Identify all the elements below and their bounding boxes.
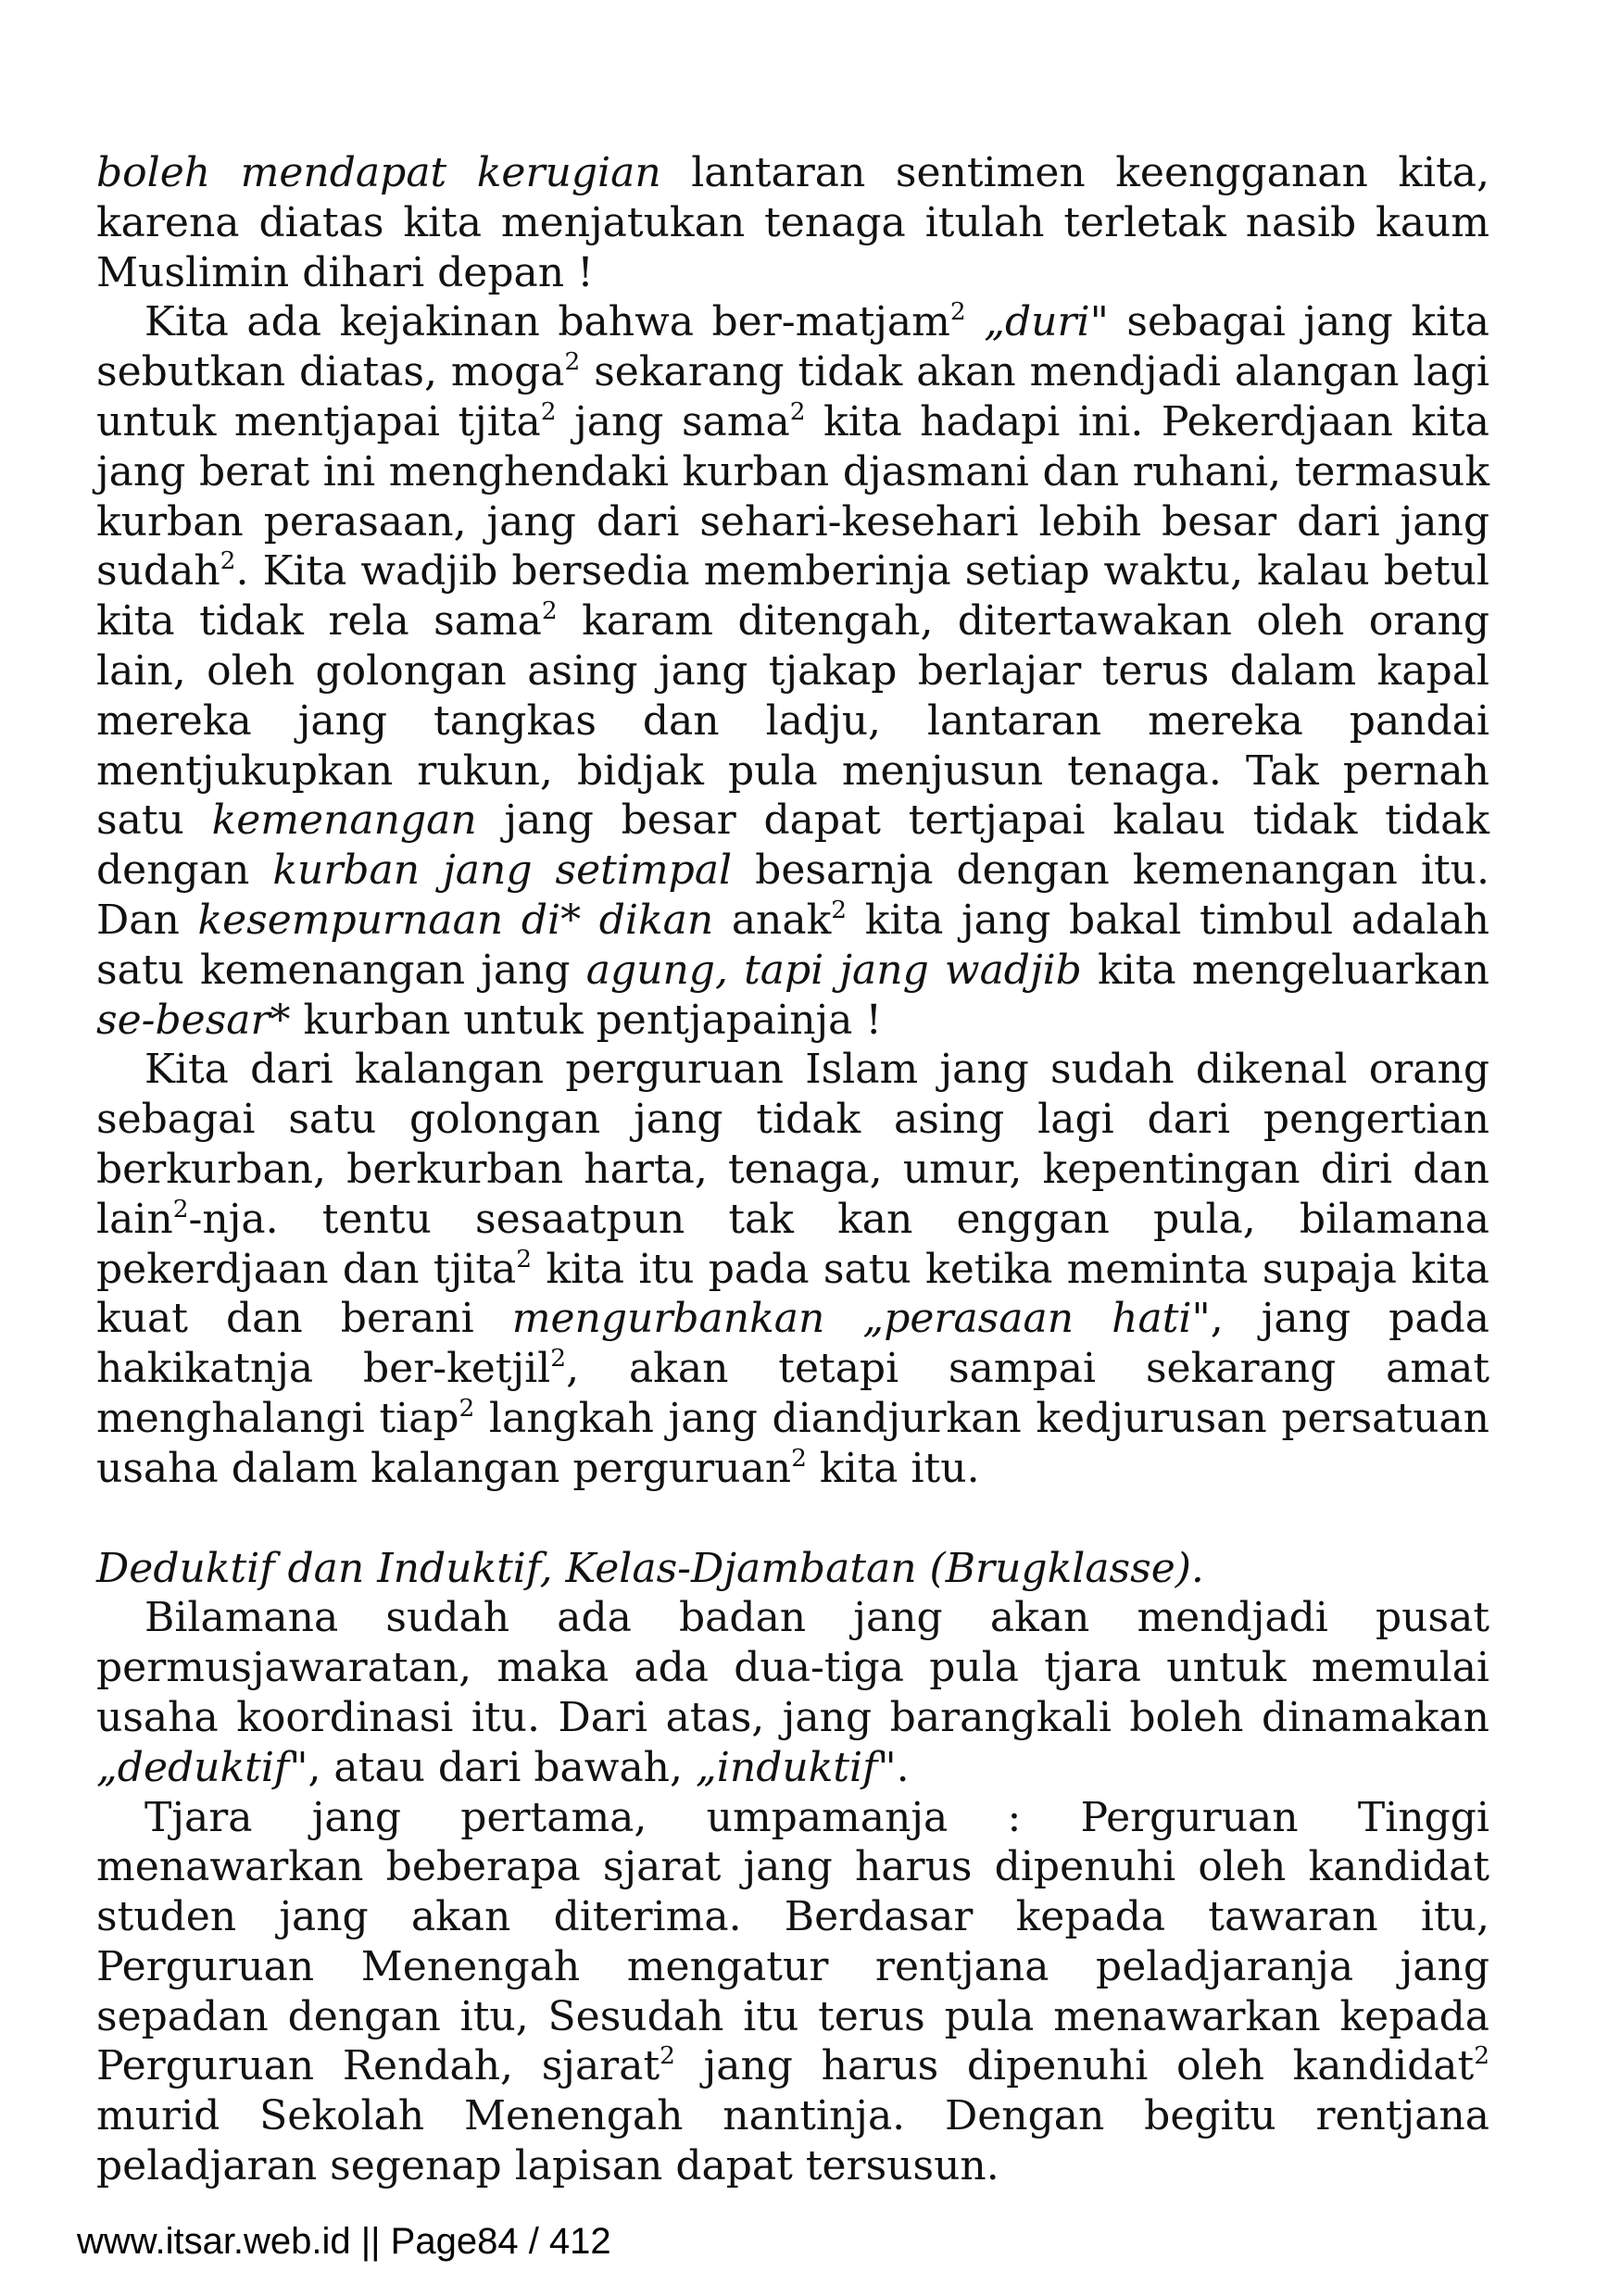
text-run: Bilamana sudah ada badan jang akan mendjadi pusat permusjawaratan, maka ada dua-tiga pula tjara untuk memulai usaha koordinasi itu. Dari atas, jang barangkali boleh dinamakan — [96, 1594, 1489, 1741]
text-run: . Kita wadjib bersedia memberinja setiap waktu, kalau betul kita tidak rela sama — [96, 547, 1489, 646]
superscript-two: 2 — [172, 1194, 189, 1223]
italic-phrase: „deduktif" — [96, 1743, 308, 1791]
superscript-two: 2 — [789, 396, 806, 426]
superscript-two: 2 — [540, 396, 557, 426]
text-run: jang besar dapat tertjapai kalau tidak tidak dengan — [96, 797, 1489, 895]
text-run: langkah jang diandjurkan kedjurusan persatuan usaha dalam kalangan perguruan — [96, 1394, 1489, 1492]
italic-phrase: se-besar* — [96, 996, 291, 1044]
superscript-two: 2 — [949, 297, 966, 327]
italic-phrase: kesempurnaan di* dikan — [197, 896, 714, 944]
italic-phrase: boleh mendapat kerugian — [96, 149, 661, 196]
text-run: sekarang tidak akan mendjadi alangan lagi untuk mentjapai tjita — [96, 348, 1490, 445]
paragraph-1 — [96, 148, 1489, 297]
text-run: kita jang bakal timbul adalah satu kemenangan jang — [96, 896, 1489, 994]
text-run: lantaran sentimen keengganan kita, karena diatas kita menjatukan tenaga itulah terletak nasib kaum Muslimin dihari depan ! — [96, 149, 1489, 296]
italic-phrase: agung, tapi jang wadjib — [585, 946, 1082, 994]
text-run: Tjara jang pertama, umpamanja : Perguruan Tinggi menawarkan beberapa sjarat jang harus dipenuhi oleh kandidat studen jang akan diterima. Berdasar kepada tawaran itu, Perguruan Menengah mengatur rentjana peladjaranja jang sepadan dengan itu, Sesudah itu terus pula menawarkan kepada Perguruan Rendah, sjarat — [96, 1793, 1489, 2090]
page-footer: www.itsar.web.id || Page84 / 412 — [77, 2221, 611, 2262]
italic-phrase: mengurbankan „perasaan hati" — [511, 1295, 1211, 1343]
text-run — [966, 298, 985, 345]
superscript-two: 2 — [459, 1393, 475, 1423]
text-run: besarnja dengan kemenangan itu. Dan — [96, 847, 1490, 944]
paragraph-2 — [96, 297, 1489, 1045]
superscript-two: 2 — [660, 2041, 675, 2071]
text-run: kita mengeluarkan — [1081, 946, 1489, 994]
text-run: Kita ada kejakinan bahwa ber-matjam — [145, 298, 950, 346]
text-run: anak — [713, 896, 832, 944]
text-run: jang sama — [556, 397, 790, 445]
superscript-two: 2 — [220, 546, 236, 576]
italic-phrase: „induktif" — [696, 1743, 897, 1791]
text-run: kita itu. — [806, 1444, 980, 1492]
text-run: Kita dari kalangan perguruan Islam jang sudah dikenal orang sebagai satu golongan jang tidak asing lagi dari pengertian berkurban, berkurban harta, tenaga, umur, kepentingan diri dan lain — [96, 1046, 1489, 1243]
section-heading: Deduktif dan Induktif, Kelas-Djambatan (Brugklasse). — [96, 1544, 1204, 1592]
superscript-two: 2 — [791, 1443, 807, 1473]
superscript-two: 2 — [541, 596, 558, 626]
page-body — [96, 148, 1489, 2191]
italic-phrase: „duri" — [984, 298, 1109, 346]
text-run: sebagai jang kita sebutkan diatas, moga — [96, 298, 1489, 396]
text-run: , akan tetapi sampai sekarang amat menghalangi tiap — [96, 1345, 1489, 1442]
paragraph-4 — [96, 1593, 1489, 1792]
superscript-two: 2 — [564, 347, 581, 377]
text-run: murid Sekolah Menengah nantinja. Dengan begitu rentjana peladjaran segenap lapisan dapat tersusun. — [96, 2092, 1489, 2190]
text-run: jang harus dipenuhi oleh kandidat — [674, 2042, 1475, 2090]
text-run: , jang pada hakikatnja ber-ketjil — [96, 1295, 1489, 1393]
text-run: , atau dari bawah, — [308, 1743, 696, 1791]
text-run: -nja. tentu sesaatpun tak kan enggan pula, bilamana pekerdjaan dan tjita — [96, 1195, 1489, 1293]
text-run: kurban untuk pentjapainja ! — [290, 996, 883, 1044]
text-run: kita itu pada satu ketika meminta supaja kita kuat dan berani — [96, 1245, 1489, 1343]
superscript-two: 2 — [1474, 2041, 1489, 2071]
superscript-two: 2 — [550, 1343, 567, 1373]
superscript-two: 2 — [516, 1244, 533, 1273]
text-run: kita hadapi ini. Pekerdjaan kita jang berat ini menghendaki kurban djasmani dan ruhani, termasuk kurban perasaan, jang dari sehari-kesehari lebih besar dari jang sudah — [96, 397, 1489, 596]
text-run: . — [896, 1743, 910, 1791]
paragraph-3 — [96, 1045, 1489, 1493]
italic-phrase: kemenangan — [211, 797, 477, 845]
text-run: karam ditengah, ditertawakan oleh orang lain, oleh golongan asing jang tjakap berlajar terus dalam kapal mereka jang tangkas dan ladju, lantaran mereka pandai mentjukupkan rukun, bidjak pula menjusun tenaga. Tak pernah satu — [96, 597, 1489, 845]
italic-phrase: kurban jang setimpal — [272, 847, 733, 895]
paragraph-5 — [96, 1793, 1489, 2191]
superscript-two: 2 — [831, 895, 848, 924]
